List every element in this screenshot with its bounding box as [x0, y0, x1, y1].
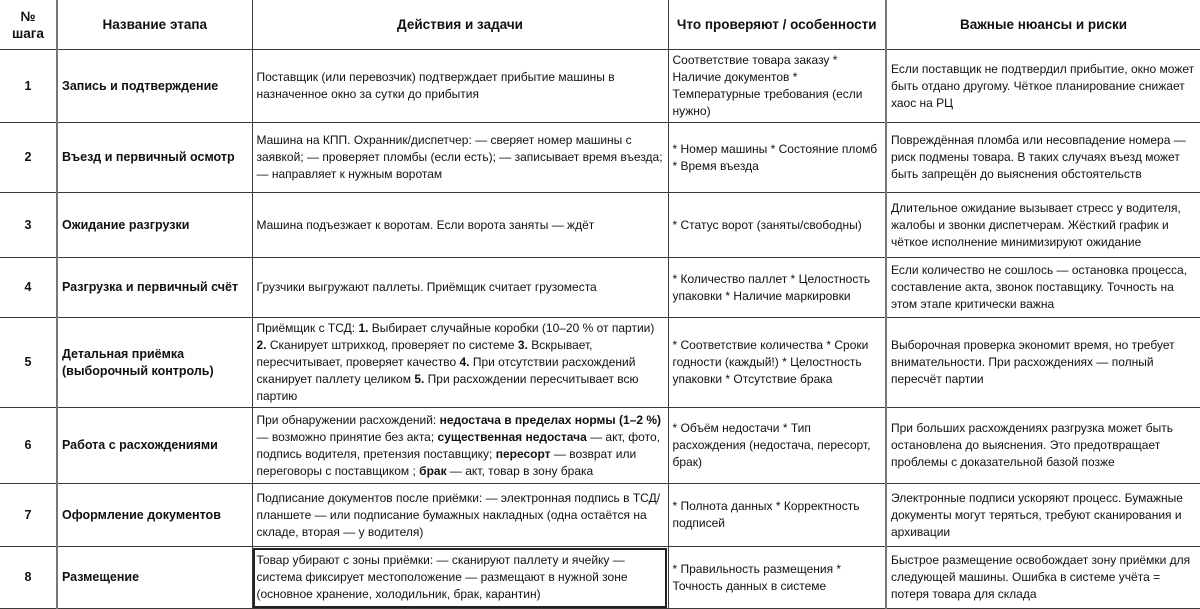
- actions-cell[interactable]: [252, 547, 668, 609]
- header-stage-name: Название этапа: [57, 0, 252, 50]
- actions-cell[interactable]: [252, 484, 668, 547]
- checks-cell[interactable]: * Соответствие количества * Сроки годности (каждый!) * Целостность упаковки * Отсутствие брака: [668, 318, 886, 408]
- risks-cell[interactable]: Быстрое размещение освобождает зону приёмки для следующей машины. Ошибка в системе учёта = потеря товара для склада: [886, 547, 1200, 609]
- risks-cell[interactable]: При больших расхождениях разгрузка может быть остановлена до выяснения. Это предотвращает проблемы с доказательной базой позже: [886, 408, 1200, 484]
- actions-cell[interactable]: [252, 193, 668, 258]
- header-actions: Действия и задачи: [252, 0, 668, 50]
- table-row: [0, 193, 1200, 258]
- step-number-cell[interactable]: 4: [0, 258, 57, 318]
- step-number-cell[interactable]: 6: [0, 408, 57, 484]
- risks-cell[interactable]: Длительное ожидание вызывает стресс у водителя, жалобы и звонки диспетчерам. Жёсткий график и чёткое исполнение минимизируют ожидание: [886, 193, 1200, 258]
- stage-name-cell[interactable]: Работа с расхождениями: [57, 408, 252, 484]
- stage-name-cell[interactable]: Детальная приёмка (выборочный контроль): [57, 318, 252, 408]
- table-row: [0, 50, 1200, 123]
- text-segment: Поставщик (или перевозчик) подтверждает прибытие машины в назначенное окно за сутки до прибытия: [256, 70, 615, 101]
- stage-name-cell[interactable]: Запись и подтверждение: [57, 50, 252, 123]
- table-row: [0, 318, 1200, 408]
- bold-text-segment: 4.: [459, 355, 470, 369]
- table-row: [0, 484, 1200, 547]
- risks-cell[interactable]: Электронные подписи ускоряют процесс. Бумажные документы могут теряться, требуют сканирования и архивации: [886, 484, 1200, 547]
- checks-cell[interactable]: * Правильность размещения * Точность данных в системе: [668, 547, 886, 609]
- stage-name-cell[interactable]: Въезд и первичный осмотр: [57, 123, 252, 193]
- stage-name-cell[interactable]: Разгрузка и первичный счёт: [57, 258, 252, 318]
- checks-cell[interactable]: * Полнота данных * Корректность подписей: [668, 484, 886, 547]
- header-risks: Важные нюансы и риски: [886, 0, 1200, 50]
- step-number-cell[interactable]: 5: [0, 318, 57, 408]
- text-segment: — акт, товар в зону брака: [446, 463, 594, 478]
- text-segment: Выбирает случайные коробки (10–20 % от партии): [368, 321, 655, 335]
- text-segment: — возможно принятие без акта;: [256, 429, 438, 444]
- risks-cell[interactable]: Если количество не сошлось — остановка процесса, составление акта, звонок поставщику. Точность на этом этапе критически важна: [886, 258, 1200, 318]
- header-row: [0, 0, 1200, 50]
- bold-text-segment: недостача в пределах нормы (1–2 %): [439, 412, 661, 427]
- table-row: [0, 258, 1200, 318]
- header-step-number: № шага: [0, 0, 57, 50]
- bold-text-segment: 5.: [414, 372, 425, 386]
- checks-cell[interactable]: * Номер машины * Состояние пломб * Время въезда: [668, 123, 886, 193]
- text-segment: Вскрывает, пересчитывает, проверяет качество: [256, 338, 593, 369]
- stage-name-cell[interactable]: Ожидание разгрузки: [57, 193, 252, 258]
- stage-name-cell[interactable]: Оформление документов: [57, 484, 252, 547]
- risks-cell[interactable]: Повреждённая пломба или несовпадение номера — риск подмены товара. В таких случаях въезд может быть запрещён до выяснения обстоятельств: [886, 123, 1200, 193]
- bold-text-segment: 2.: [256, 338, 267, 352]
- stage-name-cell[interactable]: Размещение: [57, 547, 252, 609]
- table-row: [0, 547, 1200, 609]
- header-checks: Что проверяют / особенности: [668, 0, 886, 50]
- text-segment: — возврат или переговоры с поставщиком ;: [256, 446, 637, 478]
- text-segment: Машина на КПП. Охранник/диспетчер: — сверяет номер машины с заявкой; — проверяет пломбы (если есть); — записывает время въезда; — направляет к нужным воротам: [256, 133, 663, 181]
- bold-text-segment: пересорт: [495, 446, 551, 461]
- bold-text-segment: брак: [419, 463, 447, 478]
- checks-cell[interactable]: Соответствие товара заказу * Наличие документов * Температурные требования (если нужно): [668, 50, 886, 123]
- step-number-cell[interactable]: 8: [0, 547, 57, 609]
- step-number-cell[interactable]: 3: [0, 193, 57, 258]
- risks-cell[interactable]: Если поставщик не подтвердил прибытие, окно может быть отдано другому. Чёткое планирование снижает хаос на РЦ: [886, 50, 1200, 123]
- bold-text-segment: существенная недостача: [437, 429, 587, 444]
- risks-cell[interactable]: Выборочная проверка экономит время, но требует внимательности. При расхождениях — полный пересчёт партии: [886, 318, 1200, 408]
- text-segment: Машина подъезжает к воротам. Если ворота заняты — ждёт: [256, 217, 595, 232]
- actions-cell[interactable]: [252, 318, 668, 408]
- bold-text-segment: 1.: [358, 321, 369, 335]
- text-segment: Приёмщик с ТСД:: [256, 321, 359, 335]
- checks-cell[interactable]: * Объём недостачи * Тип расхождения (недостача, пересорт, брак): [668, 408, 886, 484]
- table-row: [0, 123, 1200, 193]
- actions-cell[interactable]: [252, 408, 668, 484]
- text-segment: Грузчики выгружают паллеты. Приёмщик считает грузоместа: [256, 280, 597, 294]
- step-number-cell[interactable]: 1: [0, 50, 57, 123]
- text-segment: Подписание документов после приёмки: — электронная подпись в ТСД/планшете — или подписание бумажных накладных (одна остаётся на складе, вторая — у водителя): [256, 490, 661, 539]
- actions-cell[interactable]: [252, 258, 668, 318]
- table-row: [0, 408, 1200, 484]
- step-number-cell[interactable]: 2: [0, 123, 57, 193]
- checks-cell[interactable]: * Количество паллет * Целостность упаковки * Наличие маркировки: [668, 258, 886, 318]
- text-segment: Сканирует штрихкод, проверяет по системе: [266, 338, 518, 352]
- text-segment: При расхождении пересчитывает всю партию: [256, 372, 639, 403]
- text-segment: При отсутствии расхождений сканирует паллету целиком: [256, 355, 636, 386]
- text-segment: При обнаружении расхождений:: [256, 412, 440, 427]
- text-segment: Товар убирают с зоны приёмки: — сканируют паллету и ячейку — система фиксирует местоположение — размещают в нужной зоне (основное хранение, холодильник, брак, карантин): [256, 553, 628, 601]
- actions-cell[interactable]: [252, 50, 668, 123]
- actions-cell[interactable]: [252, 123, 668, 193]
- checks-cell[interactable]: * Статус ворот (заняты/свободны): [668, 193, 886, 258]
- text-segment: — акт, фото, подпись водителя, претензия поставщику;: [256, 429, 660, 461]
- step-number-cell[interactable]: 7: [0, 484, 57, 547]
- bold-text-segment: 3.: [517, 338, 528, 352]
